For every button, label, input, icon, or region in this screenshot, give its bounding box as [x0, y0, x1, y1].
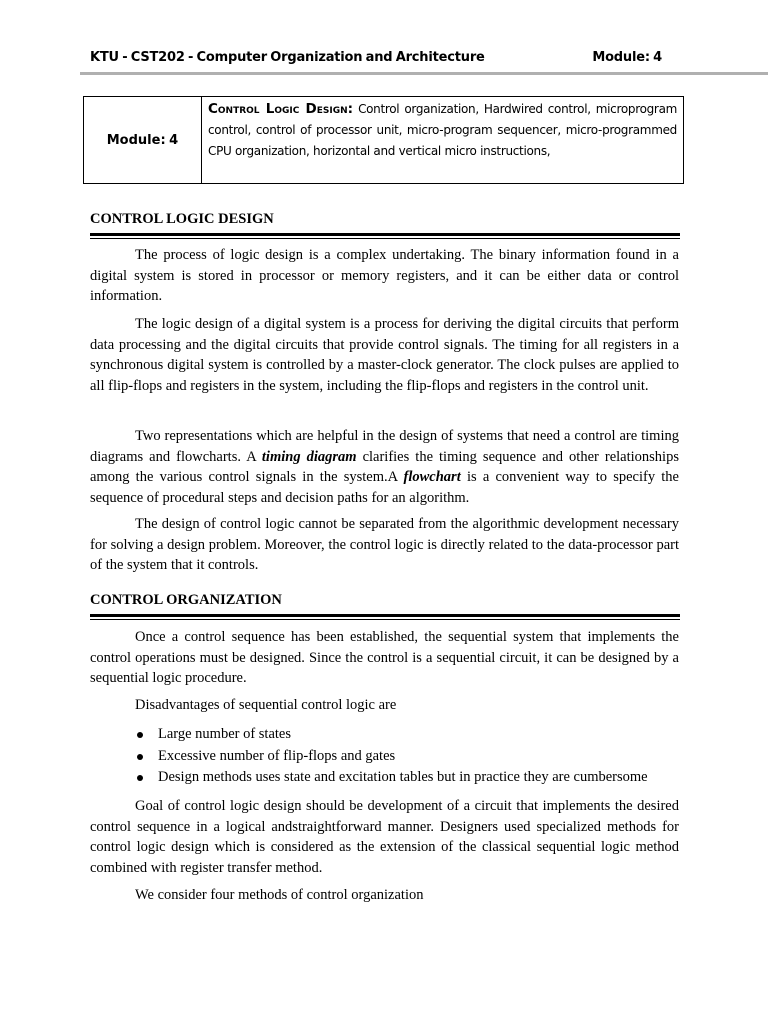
bullet-icon [137, 754, 143, 760]
paragraph-four-methods: We consider four methods of control organization [135, 887, 424, 903]
paragraph-text: Two representations which are helpful in the design of systems that need a control are timing diagrams and flowcharts. A [90, 428, 679, 465]
syllabus-topics: Control organization, Hardwired control, microprogram control, control of processor unit, micro-program sequencer, micro-programmed CPU organization, horizontal and vertical micro instructions, [208, 102, 678, 158]
module-label-cell: Module: 4 [84, 97, 202, 183]
section-rule-thin [90, 619, 680, 620]
section-rule-thick [90, 614, 680, 617]
paragraph-text: is a convenient way to specify the sequence of procedural steps and decision paths for an algorithm. [90, 469, 679, 506]
bullet-icon [137, 732, 143, 738]
bullet-icon [137, 775, 143, 781]
list-item-text: Design methods uses state and excitation tables but in practice they are cumbersome [158, 769, 648, 785]
module-number: Module: 4 [592, 50, 662, 65]
list-item [135, 767, 648, 789]
paragraph-logic-design-intro: The process of logic design is a complex undertaking. The binary information found in a digital system is stored in processor or memory registers, and it can be either data or control information. [90, 247, 679, 304]
paragraph-representations [90, 426, 679, 508]
term-timing-diagram: timing diagram [261, 448, 357, 465]
syllabus-title: Control Logic Design: [208, 101, 354, 117]
term-flowchart: flowchart [403, 469, 461, 485]
disadvantages-list [135, 724, 648, 789]
section-rule-thin [90, 238, 680, 239]
page-header [90, 50, 662, 70]
paragraph-control-logic-relation: The design of control logic cannot be separated from the algorithmic development necessary for solving a design problem. Moreover, the control logic is directly related to the data-processor part of the system that it controls. [90, 516, 679, 573]
section-rule-thick [90, 233, 680, 236]
disadvantages-intro: Disadvantages of sequential control logic are [135, 697, 397, 713]
paragraph-control-sequence: Once a control sequence has been established, the sequential system that implements the control operations must be designed. Since the control is a sequential circuit, it can be designed by a sequential logic procedure. [90, 629, 679, 686]
paragraph-logic-design-process: The logic design of a digital system is a process for deriving the digital circuits that perform data processing and the digital circuits that provide control signals. The timing for all registers in a synchronous digital system is controlled by a master-clock generator. The clock pulses are applied to all flip-flops and registers in the system, including the flip-flops and registers in the control unit. [90, 316, 679, 394]
section-heading-control-organization: CONTROL ORGANIZATION [90, 592, 282, 608]
course-title: KTU - CST202 - Computer Organization and Architecture [90, 50, 485, 65]
paragraph-control-logic-goal: Goal of control logic design should be development of a circuit that implements the desired control sequence in a logical andstraightforward manner. Designers used specialized methods for control logic design which is considered as the extension of the classical sequential logic method combined with register transfer method. [90, 798, 679, 876]
header-divider [80, 72, 768, 75]
paragraph-text: clarifies the timing sequence and other relationships among the various control signals in the system.A [90, 448, 679, 485]
syllabus-topics-cell [202, 97, 683, 183]
list-item [135, 746, 648, 768]
list-item-text: Large number of states [158, 726, 292, 742]
list-item [135, 724, 648, 746]
section-heading-control-logic-design: CONTROL LOGIC DESIGN [90, 211, 274, 227]
syllabus-table [83, 96, 684, 184]
list-item-text: Excessive number of flip-flops and gates [158, 747, 396, 764]
